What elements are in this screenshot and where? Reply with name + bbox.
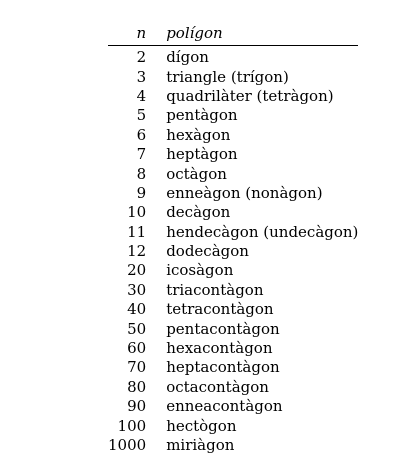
side-count-cell: 11 (127, 222, 147, 241)
side-count-cell: 40 (127, 300, 147, 319)
polygon-name-cell: hexàgon (166, 125, 231, 144)
side-count-cell: 20 (127, 261, 147, 280)
table-row (108, 126, 358, 145)
table-row (108, 281, 358, 300)
table-row (108, 67, 358, 86)
table-row (108, 87, 358, 106)
side-count-cell: 3 (136, 67, 147, 86)
polygon-name-cell: pentàgon (166, 106, 238, 125)
side-count-cell: 100 (117, 416, 147, 435)
table-row (108, 164, 358, 183)
polygon-name-cell: pentacontàgon (166, 319, 280, 338)
polygon-name-cell: dodecàgon (166, 242, 249, 261)
side-count-cell: 70 (127, 358, 147, 377)
table-row (108, 46, 358, 68)
table-row (108, 319, 358, 338)
table-row (108, 397, 358, 416)
polygon-name-cell: octàgon (166, 164, 227, 183)
side-count-cell: 80 (127, 377, 147, 396)
polygon-name-cell: enneacontàgon (166, 397, 283, 416)
polygon-name-cell: hexacontàgon (166, 339, 273, 358)
side-count-cell: 50 (127, 319, 147, 338)
table-row (108, 339, 358, 358)
polygon-name-cell: tetracontàgon (166, 300, 274, 319)
polygon-name-cell: decàgon (166, 203, 231, 222)
table-row (108, 436, 358, 455)
table-row (108, 242, 358, 261)
table-row (108, 416, 358, 435)
polygon-names-table (108, 24, 358, 455)
table-row (108, 145, 358, 164)
polygon-name-cell: miriàgon (166, 436, 235, 454)
header-n: n (136, 24, 147, 42)
table-row (108, 358, 358, 377)
side-count-cell: 8 (136, 164, 147, 183)
polygon-name-cell: heptacontàgon (166, 358, 280, 377)
table-row (108, 223, 358, 242)
table-row (108, 300, 358, 319)
side-count-cell: 7 (136, 145, 147, 164)
polygon-name-cell: triacontàgon (166, 280, 264, 299)
side-count-cell: 4 (136, 86, 147, 105)
polygon-name-cell: hectògon (166, 416, 237, 435)
side-count-cell: 6 (136, 125, 147, 144)
side-count-cell: 9 (136, 183, 147, 202)
polygon-name-cell: octacontàgon (166, 377, 269, 396)
polygon-name-cell: icosàgon (166, 261, 234, 280)
side-count-cell: 2 (136, 48, 147, 67)
side-count-cell: 12 (127, 242, 147, 261)
polygon-name-cell: dígon (166, 48, 209, 67)
side-count-cell: 90 (127, 397, 147, 416)
polygon-name-cell: hendecàgon (undecàgon) (166, 222, 359, 241)
polygon-name-cell: quadrilàter (tetràgon) (166, 86, 334, 105)
table-row (108, 261, 358, 280)
polygon-name-cell: enneàgon (nonàgon) (166, 183, 323, 202)
side-count-cell: 1000 (108, 436, 147, 454)
table-row (108, 184, 358, 203)
table-body (108, 46, 358, 456)
table-row (108, 378, 358, 397)
polygon-name-cell: heptàgon (166, 145, 238, 164)
header-polygon: polígon (166, 24, 223, 42)
polygon-name-cell: triangle (trígon) (166, 67, 289, 86)
side-count-cell: 5 (136, 106, 147, 125)
side-count-cell: 30 (127, 280, 147, 299)
table-header-row (108, 24, 358, 46)
side-count-cell: 10 (127, 203, 147, 222)
table-row (108, 106, 358, 125)
table-row (108, 203, 358, 222)
side-count-cell: 60 (127, 339, 147, 358)
